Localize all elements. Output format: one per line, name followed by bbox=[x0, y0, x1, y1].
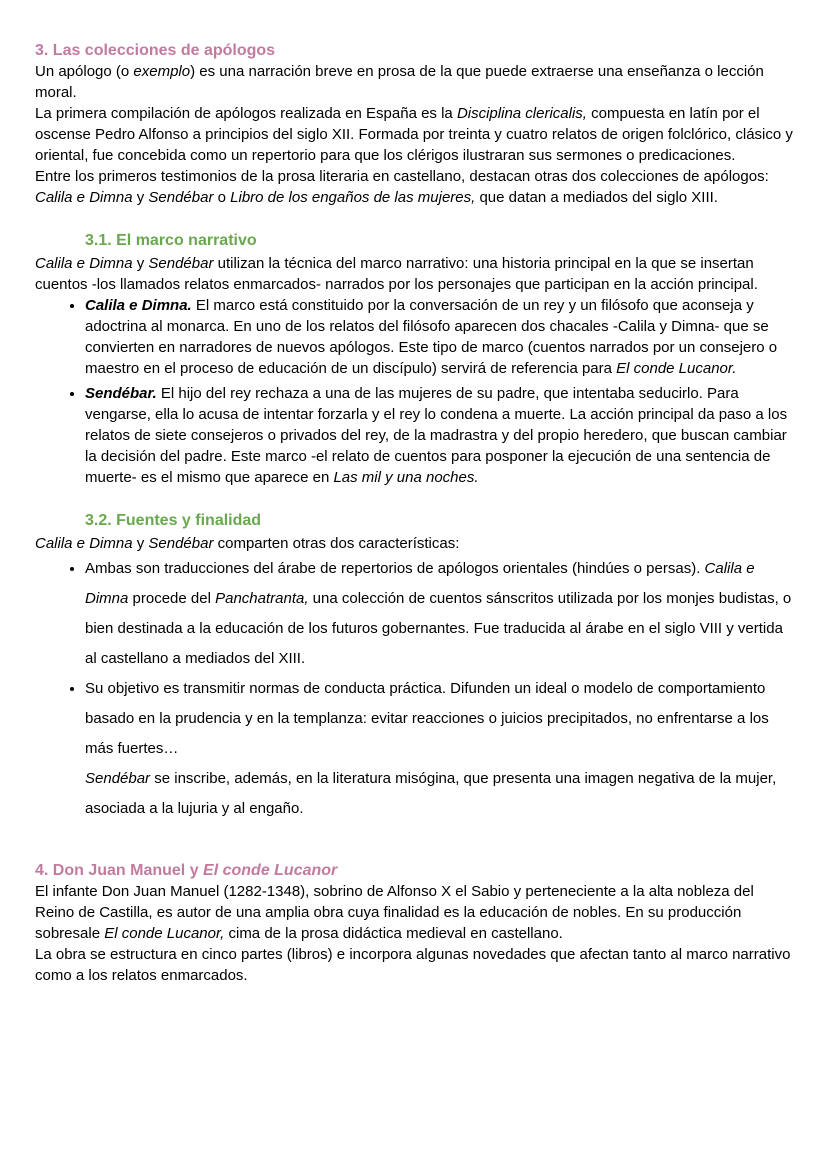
text-run: Sendébar bbox=[85, 770, 151, 787]
text-run: Calila e Dimna. bbox=[85, 297, 192, 314]
text-run: El hijo del rey rechaza a una de las mujeres de su padre, que intentaba seducirlo. Para vengarse, ella lo acusa de intentar forzarla y el rey lo condena a muerte. La acción principal da paso a los relatos de siete consejeros o privados del rey, de la madrastra y del propio heredero, que buscan cambiar la decisión del padre. Este marco -el relato de cuentos para posponer la ejecución de una sentencia de muerte- es el mismo que aparece en bbox=[85, 385, 788, 486]
text-run: Ambas son traducciones del árabe de repertorios de apólogos orientales (hindúes o persas). bbox=[85, 560, 705, 577]
text-run: Sendébar bbox=[148, 189, 214, 206]
text-run: El conde Lucanor bbox=[203, 862, 338, 879]
text-run: Sendébar bbox=[148, 255, 214, 272]
text-run: 3.2. Fuentes y finalidad bbox=[85, 512, 262, 529]
text-run: y bbox=[132, 535, 149, 552]
text-run: Sendébar bbox=[148, 535, 214, 552]
text-run: que datan a mediados del siglo XIII. bbox=[475, 189, 718, 206]
section-heading-4 bbox=[35, 860, 795, 881]
bullet-item-calila-e-dimna bbox=[85, 295, 795, 379]
section-heading-3 bbox=[35, 40, 795, 61]
paragraph-testimonios-castellano bbox=[35, 166, 795, 208]
text-run: exemplo bbox=[133, 63, 191, 80]
bullet-list-fuentes-finalidad bbox=[35, 554, 795, 824]
paragraph-apologo-definition bbox=[35, 61, 795, 103]
bullet-item-traducciones-arabe bbox=[85, 554, 795, 674]
text-run: Calila e Dimna bbox=[35, 255, 133, 272]
paragraph-fuentes-intro bbox=[35, 533, 795, 554]
paragraph-marco-narrativo bbox=[35, 253, 795, 295]
text-run: El infante Don Juan Manuel (1282-1348), sobrino de Alfonso X el Sabio y perteneciente a la alta nobleza del Reino de Castilla, es autor de una amplia obra cuya finalidad es la educación de nobles. En su producción sobresale bbox=[35, 883, 754, 942]
text-run: Calila e Dimna bbox=[35, 189, 133, 206]
text-run: procede del bbox=[128, 590, 216, 607]
text-run: comparten otras dos características: bbox=[213, 535, 460, 552]
bullet-item-objetivo-conducta bbox=[85, 674, 795, 824]
text-run: 3.1. El marco narrativo bbox=[85, 232, 257, 249]
text-run: Las mil y una noches. bbox=[333, 469, 479, 486]
bullet-item-sendebar bbox=[85, 383, 795, 488]
text-run: Sendébar. bbox=[85, 385, 157, 402]
text-run: Su objetivo es transmitir normas de conducta práctica. Difunden un ideal o modelo de comportamiento basado en la prudencia y en la templanza: evitar reacciones o juicios precipitados, no enfrentarse a los más fuertes… bbox=[85, 680, 769, 757]
text-run: cima de la prosa didáctica medieval en castellano. bbox=[224, 925, 563, 942]
section-heading-3-1 bbox=[85, 230, 795, 251]
text-run: El conde Lucanor. bbox=[616, 360, 737, 377]
text-run: y bbox=[132, 189, 149, 206]
text-run: La primera compilación de apólogos realizada en España es la bbox=[35, 105, 457, 122]
text-run: y bbox=[132, 255, 149, 272]
text-run: una colección de cuentos sánscritos utilizada por los monjes budistas, o bien destinada a la educación de los futuros gobernantes. Fue traducida al árabe en el siglo VIII y vertida al castellano a mediados del XIII. bbox=[85, 590, 792, 667]
text-run: se inscribe, además, en la literatura misógina, que presenta una imagen negativa de la mujer, asociada a la lujuria y al engaño. bbox=[85, 770, 777, 817]
text-run: La obra se estructura en cinco partes (libros) e incorpora algunas novedades que afectan tanto al marco narrativo como a los relatos enmarcados. bbox=[35, 946, 791, 984]
text-run: Panchatranta, bbox=[215, 590, 309, 607]
paragraph-don-juan-manuel bbox=[35, 881, 795, 944]
text-run: utilizan la técnica del marco narrativo: una historia principal en la que se insertan cuentos -los llamados relatos enmarcados- narrados por los personajes que participan en la acción principal. bbox=[35, 255, 758, 293]
text-run: El conde Lucanor, bbox=[104, 925, 225, 942]
text-run: o bbox=[213, 189, 231, 206]
text-run: Calila e Dimna bbox=[85, 560, 755, 607]
section-heading-3-2 bbox=[85, 510, 795, 531]
text-run: Disciplina clericalis, bbox=[456, 105, 587, 122]
text-run: El marco está constituido por la conversación de un rey y un filósofo que aconseja y adoctrina al monarca. En uno de los relatos del filósofo aparecen dos chacales -Calila y Dimna- que se convierten en narradores de nuevos apólogos. Este tipo de marco (cuentos narrados por un consejero o maestro en el proceso de educación de un discípulo) servirá de referencia para bbox=[85, 297, 778, 377]
bullet-list-marco-narrativo bbox=[35, 295, 795, 488]
text-run: 3. Las colecciones de apólogos bbox=[35, 42, 276, 59]
text-run: Libro de los engaños de las mujeres, bbox=[230, 189, 476, 206]
paragraph-estructura-obra bbox=[35, 944, 795, 986]
text-run: Entre los primeros testimonios de la prosa literaria en castellano, destacan otras dos colecciones de apólogos: bbox=[35, 168, 769, 185]
text-run: compuesta en latín por el oscense Pedro Alfonso a principios del siglo XII. Formada por treinta y cuatro relatos de origen folclórico, clásico y oriental, fue concebida como un repertorio para que los clérigos ilustraran sus sermones o predicaciones. bbox=[35, 105, 793, 164]
text-run: Un apólogo (o bbox=[35, 63, 134, 80]
text-run: ) es una narración breve en prosa de la que puede extraerse una enseñanza o lección moral. bbox=[35, 63, 764, 101]
text-run: 4. Don Juan Manuel y bbox=[35, 862, 204, 879]
text-run: Calila e Dimna bbox=[35, 535, 133, 552]
paragraph-disciplina-clericalis bbox=[35, 103, 795, 166]
